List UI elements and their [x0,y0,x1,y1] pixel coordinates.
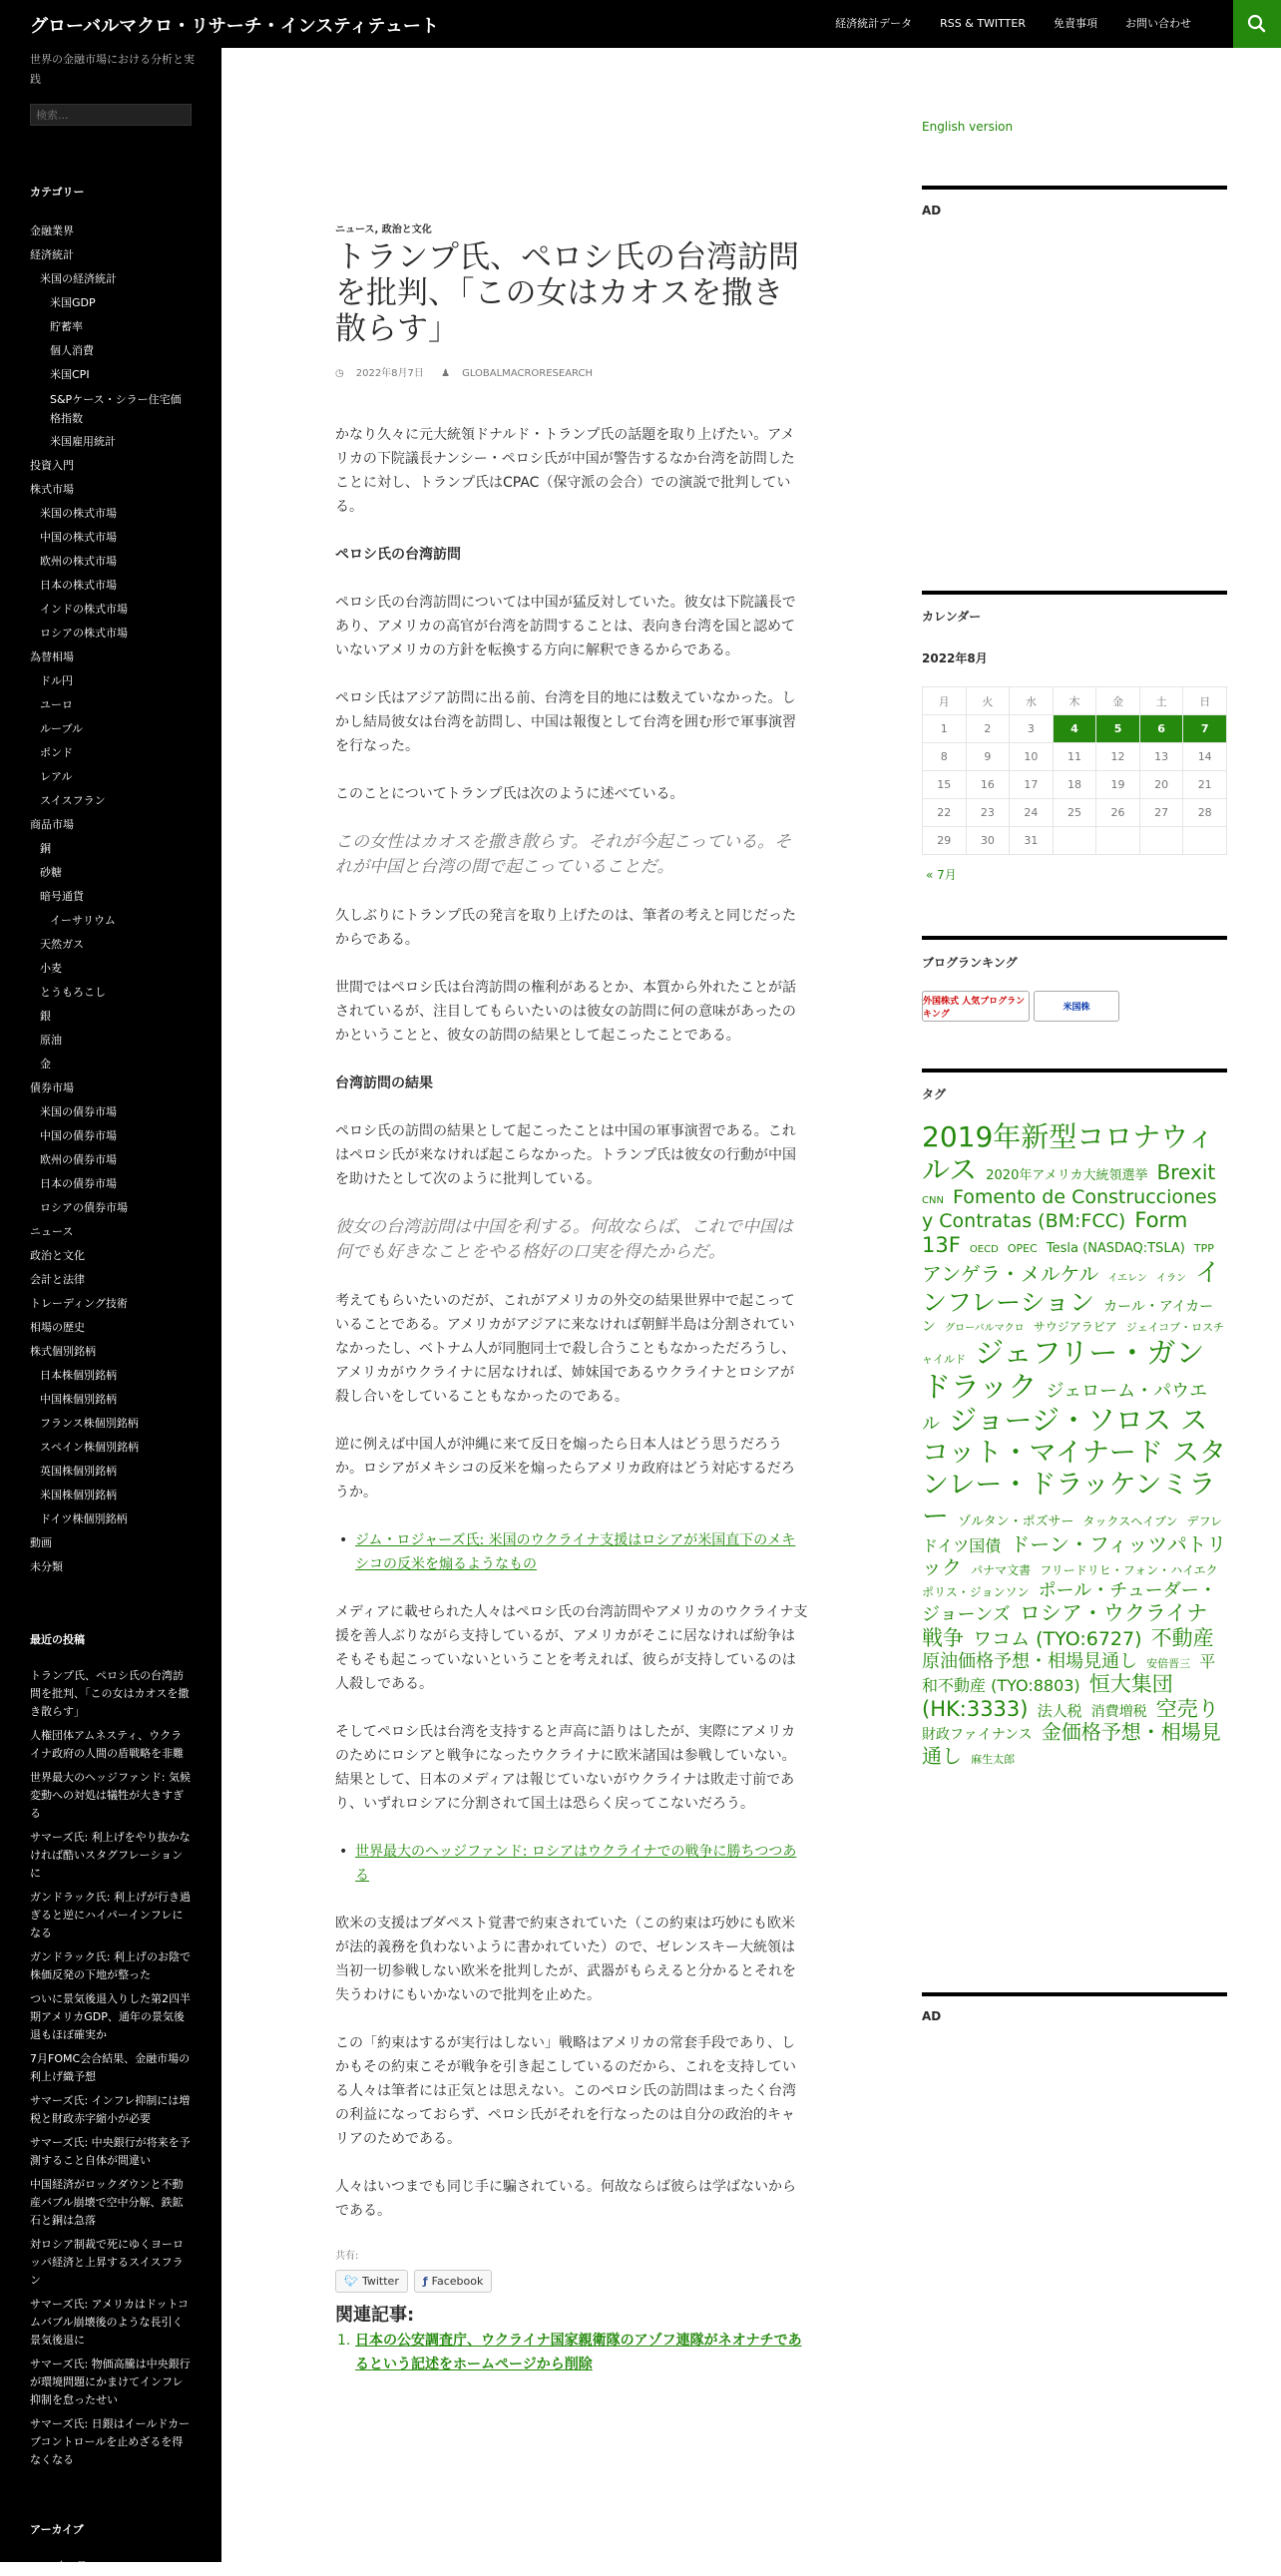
english-version-link[interactable]: English version [922,120,1014,134]
tag-link[interactable]: OECD [969,1244,999,1256]
calendar-day: 12 [1096,743,1140,771]
category-link[interactable]: 金融業界 [30,224,74,237]
top-bar [0,0,1281,48]
tag-link[interactable]: サウジアラビア [1033,1320,1117,1334]
recent-post-link[interactable]: サマーズ氏: 利上げをやり抜かなければ酷いスタグフレーションに [30,1831,191,1880]
nav-item-contact[interactable]: お問い合わせ [1125,17,1191,30]
post-categories[interactable]: ニュース, 政治と文化 [335,224,432,235]
category-link[interactable]: 中国の株式市場 [40,531,117,544]
calendar-day [1053,827,1096,855]
facebook-icon: ƒ [422,2275,428,2288]
calendar-weekday: 木 [1053,687,1096,715]
nav-item-stats[interactable]: 経済統計データ [835,17,913,30]
calendar-day: 16 [966,771,1010,799]
category-link[interactable]: ドル円 [40,674,73,687]
tag-link[interactable]: グローバルマクロ [945,1323,1025,1334]
category-link[interactable]: イーサリウム [50,914,116,927]
calendar-day: 23 [966,799,1010,827]
tag-link[interactable]: Form 13F [922,1208,1188,1258]
calendar-weekday: 火 [966,687,1010,715]
category-link[interactable]: 日本の債券市場 [40,1177,117,1190]
calendar-day: 20 [1139,771,1183,799]
recent-post-link[interactable]: サマーズ氏: 日銀はイールドカーブコントロールを止めざるを得なくなる [30,2417,191,2466]
widget-divider [922,936,1227,940]
inline-article-link[interactable]: 世界最大のヘッジファンド: ロシアはウクライナでの戦争に勝ちつつある [355,1844,797,1884]
recent-posts-heading: 最近の投稿 [30,1633,85,1646]
tag-link[interactable]: 恒大集団 (HK:3333) [922,1671,1173,1721]
tag-link[interactable]: ワコム (TYO:6727) [973,1627,1142,1650]
tag-link[interactable]: 不動産 [1150,1625,1214,1650]
calendar-day: 22 [923,799,967,827]
category-link[interactable]: 商品市場 [30,818,74,831]
related-link[interactable]: 日本の公安調査庁、ウクライナ国家親衛隊のアゾフ連隊がネオナチであるという記述をホームページから削除 [355,2333,802,2372]
widget-divider [922,186,1227,190]
paragraph: 欧米の支援はブダペスト覚書で約束されていた（この約束は巧妙にも欧米が法的義務を負わないように書かれていた）ので、ゼレンスキー大統領は当初一切参戦しない欧米を批判したが、武器がもらえると分かるとそれを失うわけにもいかないので批判を止めた。 [335,1916,796,2003]
category-link[interactable]: 天然ガス [40,938,84,951]
calendar-day: 11 [1053,743,1096,771]
calendar-day: 25 [1053,799,1096,827]
calendar-weekday: 月 [923,687,967,715]
tag-cloud [922,1120,1227,1769]
category-link[interactable]: とうもろこし [40,986,106,999]
category-link[interactable]: 暗号通貨 [40,890,84,903]
related-list [335,2329,808,2376]
category-link[interactable]: 会計と法律 [30,1273,85,1286]
section-heading: 台湾訪問の結果 [335,1075,433,1091]
tag-link[interactable]: ジェイコブ・ロスチャイルド [922,1321,1224,1366]
calendar-week [923,799,1227,827]
category-link[interactable]: 英国株個別銘柄 [40,1465,117,1478]
recent-post-link[interactable]: ガンドラック氏: 利上げが行き過ぎると逆にハイパーインフレになる [30,1891,191,1939]
category-link[interactable]: スイスフラン [40,794,106,807]
recent-post-link[interactable]: サマーズ氏: インフレ抑制には増税と財政赤字縮小が必要 [30,2094,191,2125]
tag-link[interactable]: アンゲラ・メルケル [922,1262,1099,1286]
ranking-badge-foreign-stocks[interactable]: 外国株式 人気ブログランキング [922,991,1030,1022]
category-link[interactable]: 金 [40,1058,51,1071]
tag-link[interactable]: ドイツ国債 [922,1535,1002,1555]
category-link[interactable]: 米国の経済統計 [40,272,117,285]
category-link[interactable]: ルーブル [40,722,84,735]
tag-link[interactable]: インフレーション [922,1258,1221,1317]
tag-link[interactable]: イラン [1155,1273,1186,1284]
share-twitter-label: Twitter [361,2275,399,2288]
recent-post-link[interactable]: ついに景気後退入りした第2四半期アメリカGDP、通年の景気後退もほぼ確実か [30,1992,191,2041]
tag-link[interactable]: 2019年新型コロナウィルス [922,1120,1215,1187]
calendar-day: 31 [1010,827,1054,855]
calendar-week [923,743,1227,771]
calendar-week [923,827,1227,855]
tag-link[interactable]: ゾルタン・ポズサー [958,1513,1074,1529]
tag-link[interactable]: ポール・チューダー・ジョーンズ [922,1579,1217,1626]
calendar-prev-month-link[interactable]: « 7月 [926,868,957,882]
categories-heading: カテゴリー [30,186,85,199]
widget-divider [922,1069,1227,1073]
related-heading: 関連記事: [335,2305,415,2326]
category-link[interactable]: 米国の債券市場 [40,1105,117,1118]
category-link[interactable]: スペイン株個別銘柄 [40,1441,139,1454]
search-toggle-button[interactable] [1233,0,1281,48]
paragraph: この「約束はするが実行はしない」戦略はアメリカの常套手段であり、しかもその約束こそが戦争を引き起こしているのだから、これを支持している人々は筆者には正気とは思えない。このペロシ氏の訪問はまったく台湾の利益になっておらず、ペロシ氏がそれを行なったのは自分の政治的キャリアのためである。 [335,2035,796,2147]
category-link[interactable]: 債券市場 [30,1081,74,1094]
calendar-day: 28 [1183,799,1227,827]
recent-post-link[interactable]: 対ロシア制裁で死にゆくヨーロッパ経済と上昇するスイスフラン [30,2238,184,2287]
tag-link[interactable]: ポリス・ジョンソン [922,1584,1030,1599]
calendar-day [1183,827,1227,855]
left-sidebar [0,48,221,2573]
search-input[interactable] [30,104,192,126]
recent-post-link[interactable]: サマーズ氏: 物価高騰は中央銀行が環境問題にかまけてインフレ抑制を怠ったせい [30,2358,191,2406]
calendar-day: 8 [923,743,967,771]
calendar-day: 1 [923,715,967,743]
tag-link[interactable]: 金価格予想・相場見通し [922,1720,1221,1769]
recent-post-link[interactable]: サマーズ氏: アメリカはドットコムバブル崩壊後のような長引く景気後退に [30,2298,190,2347]
category-link[interactable]: 政治と文化 [30,1249,85,1262]
category-link[interactable]: 銀 [40,1010,51,1023]
category-link[interactable]: 投資入門 [30,459,74,472]
tag-link[interactable]: OPEC [1007,1242,1038,1256]
paragraph: ペロシ氏はアジア訪問に出る前、台湾を目的地には数えていなかった。しかし結局彼女は台湾を訪問し、中国は報復として台湾を囲む形で軍事演習を行なった。 [335,690,796,754]
calendar-day: 18 [1053,771,1096,799]
category-link[interactable]: ロシアの債券市場 [40,1201,128,1214]
calendar-weekdays [923,687,1227,715]
blockquote: この女性はカオスを撒き散らす。それが今起こっている。それが中国と台湾の間で起こっていることだ。 [335,832,792,877]
post-content [335,423,808,2223]
ranking-badge-us-stocks[interactable]: 米国株 [1034,991,1119,1022]
category-link[interactable]: 中国の債券市場 [40,1129,117,1142]
calendar-day: 13 [1139,743,1183,771]
category-link[interactable]: 米国CPI [50,368,90,381]
calendar-day [1096,827,1140,855]
category-link[interactable]: 欧州の株式市場 [40,555,117,568]
tag-link[interactable]: Brexit [1156,1160,1216,1185]
category-link[interactable]: 未分類 [30,1560,63,1573]
calendar-day-with-posts[interactable]: 4 [1053,715,1096,743]
ad-heading: AD [922,204,942,217]
twitter-icon: 🐦︎ [344,2275,358,2288]
tag-link[interactable]: イエレン [1107,1273,1147,1284]
recent-post-link[interactable]: トランプ氏、ペロシ氏の台湾訪問を批判、「この女はカオスを撒き散らす」 [30,1669,190,1718]
paragraph: 逆に例えば中国人が沖縄に来て反日を煽ったら日本人はどう思うだろうか。ロシアがメキシコの反米を煽ったらアメリカ政府はどう対応するだろうか。 [335,1437,795,1501]
category-link[interactable]: 欧州の債券市場 [40,1153,117,1166]
calendar-weekday: 日 [1183,687,1227,715]
post-author[interactable]: GLOBALMACRORESEARCH [462,368,594,379]
category-link[interactable]: 株式市場 [30,483,74,496]
tag-link[interactable]: ジョージ・ソロス [949,1404,1171,1438]
category-link[interactable]: 小麦 [40,962,62,975]
tag-link[interactable]: 2020年アメリカ大統領選挙 [986,1168,1148,1184]
tag-link[interactable]: Tesla (NASDAQ:TSLA) [1046,1241,1185,1257]
category-link[interactable]: トレーディング技術 [30,1297,128,1310]
calendar-day: 9 [966,743,1010,771]
calendar-day: 27 [1139,799,1183,827]
tag-link[interactable]: ジェローム・パウエル [922,1381,1208,1436]
calendar-day: 26 [1096,799,1140,827]
category-link[interactable]: ポンド [40,746,73,759]
paragraph: メディアに載せられた人々はペロシ氏の台湾訪問やアメリカのウクライナ支援を善人ぶりながら支持しているが、アメリカがそこに居なければ紛争はそもそも起こっていないということを考えれば、彼らが支持しているのは人殺しである。 [335,1604,808,1692]
tag-link[interactable]: 財政ファイナンス [922,1727,1033,1744]
tag-link[interactable]: Fomento de Construcciones y Contratas (BM:FCC) [922,1186,1217,1233]
tag-link[interactable]: フリードリヒ・フォン・ハイエク [1040,1563,1218,1578]
tag-link[interactable]: 麻生太郎 [971,1753,1016,1767]
site-description: 世界の金融市場における分析と実践 [30,53,195,86]
calendar-day [1139,827,1183,855]
section-heading: ペロシ氏の台湾訪問 [335,547,461,563]
category-link[interactable]: ドイツ株個別銘柄 [40,1512,128,1525]
category-link[interactable]: 個人消費 [50,344,94,357]
calendar-weekday: 金 [1096,687,1140,715]
tag-link[interactable]: スコット・マイナード [922,1406,1208,1470]
category-link[interactable]: ロシアの株式市場 [40,627,128,640]
tag-link[interactable]: カール・アイカーン [922,1298,1214,1335]
tag-link[interactable]: ドーン・フィッツパトリック [922,1531,1227,1580]
search-icon [1233,0,1281,48]
share-twitter-button[interactable] [335,2270,408,2293]
post-date[interactable]: 2022年8月7日 [355,368,424,379]
category-link[interactable]: ニュース [30,1225,74,1238]
tag-link[interactable]: 消費増税 [1090,1703,1147,1720]
tag-link[interactable]: スタンレー・ドラッケンミラー [922,1438,1227,1532]
calendar-week [923,715,1227,743]
tag-link[interactable]: 平和不動産 (TYO:8803) [922,1651,1216,1695]
paragraph: 久しぶりにトランプ氏の発言を取り上げたのは、筆者の考えと同じだったからである。 [335,908,796,948]
calendar-day: 2 [966,715,1010,743]
tag-link[interactable]: TPP [1193,1242,1214,1256]
calendar-month: 2022年8月 [922,651,988,665]
calendar-week [923,771,1227,799]
ranking-heading: ブログランキング [922,956,1018,970]
inline-article-link[interactable]: ジム・ロジャーズ氏: 米国のウクライナ支援はロシアが米国直下のメキシコの反米を煽るようなもの [355,1532,796,1572]
tag-link[interactable]: 原油価格予想・相場見通し [922,1650,1137,1672]
related-article-bullet [335,1528,808,1576]
blog-ranking-badges [922,991,1119,1022]
paragraph: 人々はいつまでも同じ手に騙されている。何故ならば彼らは学ばないからである。 [335,2179,796,2219]
calendar [922,686,1227,855]
related-article-bullet [335,1840,808,1888]
category-link[interactable]: 株式個別銘柄 [30,1345,96,1358]
paragraph: このことについてトランプ氏は次のように述べている。 [335,786,684,802]
category-link[interactable]: 動画 [30,1536,52,1549]
category-link[interactable]: 相場の歴史 [30,1321,85,1334]
paragraph: ペロシ氏の台湾訪問については中国が猛反対していた。彼女は下院議長であり、アメリカの高官が台湾を訪問することは、表向き台湾を国と認めていないアメリカの方針を転換する方向に解釈できるからである。 [335,595,796,658]
calendar-day-with-posts[interactable]: 5 [1096,715,1140,743]
calendar-day: 10 [1010,743,1054,771]
paragraph: ペロシ氏の訪問の結果として起こったことは中国の軍事演習である。これはペロシ氏が来なければ起こらなかった。トランプ氏は彼女の行動が中国を助けたとして次のように批判している。 [335,1123,796,1187]
category-link[interactable]: インドの株式市場 [40,603,128,616]
category-link[interactable]: 米国GDP [50,296,96,309]
tag-link[interactable]: 法人税 [1037,1701,1082,1720]
share-facebook-button[interactable] [414,2270,492,2293]
archive-item[interactable]: 2022年8月 [30,2560,87,2573]
recent-post-link[interactable]: 世界最大のヘッジファンド: 気候変動への対処は犠牲が大きすぎる [30,1771,191,1820]
tag-link[interactable]: パナマ文書 [971,1563,1032,1578]
calendar-weekday: 土 [1139,687,1183,715]
tag-link[interactable]: CNN [922,1195,944,1207]
category-link[interactable]: レアル [40,770,73,783]
calendar-day: 19 [1096,771,1140,799]
calendar-heading: カレンダー [922,610,982,624]
paragraph: そしてペロシ氏は台湾を支持すると声高に語りはしたが、実際にアメリカのためにロシアと戦争になったウクライナに欧米諸国は参戦していない。結果として、日本のメディアは報じていないがウクライナは敗走寸前であり、いずれロシアに分割されて国土は恐らく戻ってこないだろう。 [335,1724,796,1812]
category-link[interactable]: 日本の株式市場 [40,579,117,592]
recent-post-link[interactable]: 中国経済がロックダウンと不動産バブル崩壊で空中分解、鉄鉱石と銅は急落 [30,2178,184,2227]
recent-post-link[interactable]: ガンドラック氏: 利上げのお陰で株価反発の下地が整った [30,1950,191,1981]
archive-heading: アーカイブ [30,2523,84,2536]
nav-item-disclaimer[interactable]: 免責事項 [1054,17,1097,30]
paragraph: 世間ではペロシ氏は台湾訪問の権利があるとか、本質から外れたことが話されているが、注目してもらいたいのは彼女の訪問に何の意味があったのかということと、彼女の訪問の結果として起こったことである。 [335,980,796,1044]
widget-divider [922,1992,1227,1996]
category-link[interactable]: ユーロ [40,698,73,711]
archive-list [30,2555,192,2576]
tag-link[interactable]: デフレ [1186,1513,1223,1528]
category-link[interactable]: 原油 [40,1034,62,1047]
user-icon: ♟ [441,368,451,379]
post-title: トランプ氏、ペロシ氏の台湾訪問を批判、「この女はカオスを撒き散らす」 [335,239,799,347]
paragraph: 考えてもらいたいのだが、これがアメリカの外交の結果世界中で起こっていることである。アメリカがアジアに来なければ朝鮮半島は分割されていなかったし、ベトナム人が同胞同士で殺し合うこともなかっただろうし、アメリカがウクライナに居なければ、姉妹国であるウクライナとロシアが殺し合いをしていることもなかったのである。 [335,1293,796,1405]
tag-link[interactable]: ロシア・ウクライナ戦争 [922,1601,1208,1650]
recent-post-link[interactable]: 人権団体アムネスティ、ウクライナ政府の人間の盾戦略を非難 [30,1729,184,1760]
tag-link[interactable]: 安倍晋三 [1146,1656,1191,1670]
calendar-day: 24 [1010,799,1054,827]
ad-heading-bottom: AD [922,2009,942,2023]
recent-posts-list [30,1667,192,2469]
category-link[interactable]: 米国株個別銘柄 [40,1489,117,1502]
widget-divider [922,591,1227,595]
category-link[interactable]: 貯蓄率 [50,320,83,333]
post-body [335,423,808,2376]
calendar-day-with-posts[interactable]: 7 [1183,715,1227,743]
category-link[interactable]: 米国の株式市場 [40,507,117,520]
tags-heading: タグ [922,1087,947,1101]
calendar-day: 30 [966,827,1010,855]
clock-icon: ◷ [335,368,344,379]
calendar-day: 14 [1183,743,1227,771]
primary-nav [821,0,1205,48]
post-meta [335,364,593,379]
calendar-day: 29 [923,827,967,855]
category-link[interactable]: 米国雇用統計 [50,435,116,448]
calendar-day: 21 [1183,771,1227,799]
calendar-day-with-posts[interactable]: 6 [1139,715,1183,743]
tag-link[interactable]: タックスヘイブン [1082,1513,1178,1528]
category-link[interactable]: 砂糖 [40,866,62,879]
calendar-days [923,715,1227,855]
site-title[interactable]: グローバルマクロ・リサーチ・インスティテュート [30,16,439,37]
share-label: 共有: [335,2251,359,2262]
category-link[interactable]: フランス株個別銘柄 [40,1417,139,1430]
calendar-weekday: 水 [1010,687,1054,715]
paragraph: かなり久々に元大統領ドナルド・トランプ氏の話題を取り上げたい。アメリカの下院議長ナンシー・ペロシ氏が中国が警告するなか台湾を訪問したことに対し、トランプ氏はCPAC（保守派の会合）での演説で批判している。 [335,427,795,515]
share-buttons [335,2270,808,2293]
category-link[interactable]: 中国株個別銘柄 [40,1393,117,1406]
calendar-day: 17 [1010,771,1054,799]
category-link[interactable]: 経済統計 [30,248,74,261]
category-link[interactable]: 日本株個別銘柄 [40,1369,117,1382]
calendar-day: 15 [923,771,967,799]
recent-post-link[interactable]: 7月FOMC会合結果、金融市場の利上げ織予想 [30,2052,191,2083]
share-facebook-label: Facebook [431,2275,484,2288]
nav-item-rss[interactable]: RSS & TWITTER [940,17,1026,30]
calendar-day: 3 [1010,715,1054,743]
category-link[interactable]: 為替相場 [30,650,74,663]
category-link[interactable]: S&Pケース・シラー住宅価格指数 [50,393,182,425]
tag-link[interactable]: ジェフリー・ガンドラック [922,1335,1205,1405]
blockquote: 彼女の台湾訪問は中国を利する。何故ならば、これで中国は何でも好きなことをやる格好の口実を得たからだ。 [335,1217,793,1262]
category-list [30,219,192,1579]
tag-link[interactable]: 空売り [1155,1696,1219,1721]
recent-post-link[interactable]: サマーズ氏: 中央銀行が将来を予測すること自体が間違い [30,2136,191,2167]
related-item [335,2329,808,2376]
category-link[interactable]: 銅 [40,842,51,855]
